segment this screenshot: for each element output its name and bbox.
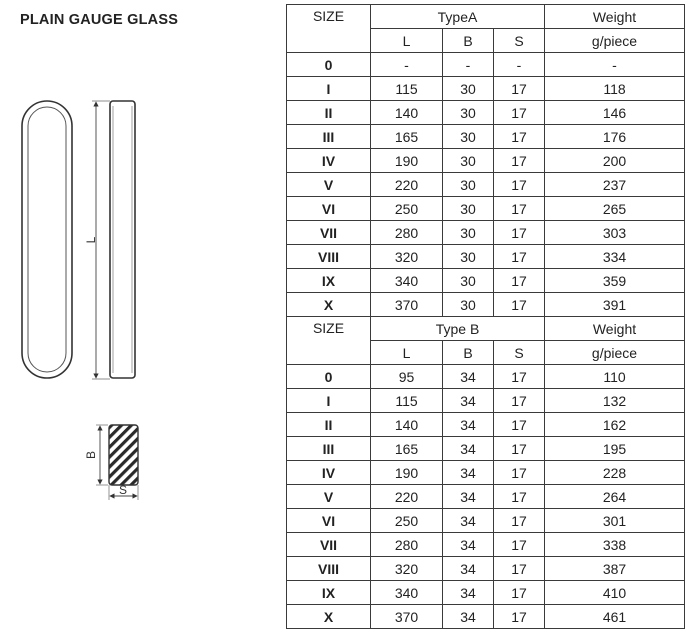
table-row [287, 77, 685, 101]
table-row [287, 365, 685, 389]
size-header: SIZE [287, 5, 371, 53]
value-cell: 340 [371, 581, 443, 605]
value-cell: 30 [443, 77, 494, 101]
size-cell: IX [287, 269, 371, 293]
value-cell: 30 [443, 149, 494, 173]
size-cell: V [287, 485, 371, 509]
table-row [287, 509, 685, 533]
value-cell: 220 [371, 173, 443, 197]
table-row [287, 437, 685, 461]
value-cell: 320 [371, 557, 443, 581]
value-cell: 118 [545, 77, 685, 101]
value-cell: 34 [443, 413, 494, 437]
side-view [110, 101, 135, 378]
value-cell: 195 [545, 437, 685, 461]
size-cell: VII [287, 221, 371, 245]
subheader-cell: g/piece [545, 341, 685, 365]
page-title: PLAIN GAUGE GLASS [20, 12, 179, 28]
value-cell: 237 [545, 173, 685, 197]
weight-header: Weight [545, 5, 685, 29]
value-cell: 17 [494, 173, 545, 197]
front-view [22, 101, 72, 378]
value-cell: 17 [494, 533, 545, 557]
value-cell: 30 [443, 293, 494, 317]
value-cell: 387 [545, 557, 685, 581]
value-cell: 146 [545, 101, 685, 125]
table-row [287, 101, 685, 125]
value-cell: - [371, 53, 443, 77]
value-cell: 264 [545, 485, 685, 509]
size-cell: III [287, 125, 371, 149]
subheader-cell: B [443, 29, 494, 53]
value-cell: 30 [443, 125, 494, 149]
thickness-label: S [118, 483, 128, 497]
value-cell: 280 [371, 221, 443, 245]
table-row [287, 149, 685, 173]
table-row [287, 53, 685, 77]
size-cell: IX [287, 581, 371, 605]
value-cell: 17 [494, 605, 545, 629]
table-row [287, 485, 685, 509]
value-cell: 17 [494, 245, 545, 269]
value-cell: 165 [371, 125, 443, 149]
header-row [287, 5, 685, 29]
value-cell: 30 [443, 245, 494, 269]
value-cell: - [494, 53, 545, 77]
value-cell: 17 [494, 557, 545, 581]
value-cell: 265 [545, 197, 685, 221]
subheader-cell: L [371, 29, 443, 53]
size-cell: II [287, 101, 371, 125]
size-cell: VIII [287, 245, 371, 269]
value-cell: 461 [545, 605, 685, 629]
value-cell: 340 [371, 269, 443, 293]
table-row [287, 389, 685, 413]
value-cell: 34 [443, 365, 494, 389]
value-cell: - [545, 53, 685, 77]
value-cell: 250 [371, 509, 443, 533]
value-cell: 34 [443, 461, 494, 485]
value-cell: 34 [443, 533, 494, 557]
value-cell: 17 [494, 293, 545, 317]
table-row [287, 245, 685, 269]
value-cell: 110 [545, 365, 685, 389]
value-cell: 301 [545, 509, 685, 533]
value-cell: 115 [371, 77, 443, 101]
size-cell: I [287, 77, 371, 101]
value-cell: 30 [443, 101, 494, 125]
value-cell: 162 [545, 413, 685, 437]
value-cell: 30 [443, 197, 494, 221]
gauge-glass-drawing [0, 0, 280, 634]
length-label: L [84, 236, 98, 244]
spec-table [286, 4, 685, 629]
value-cell: 34 [443, 581, 494, 605]
table-row [287, 413, 685, 437]
table-row [287, 293, 685, 317]
subheader-cell: g/piece [545, 29, 685, 53]
value-cell: 30 [443, 173, 494, 197]
value-cell: 391 [545, 293, 685, 317]
value-cell: 30 [443, 221, 494, 245]
table-row [287, 269, 685, 293]
value-cell: 338 [545, 533, 685, 557]
value-cell: 17 [494, 197, 545, 221]
value-cell: 17 [494, 149, 545, 173]
cross-section [109, 425, 138, 485]
value-cell: 17 [494, 389, 545, 413]
size-cell: III [287, 437, 371, 461]
value-cell: 190 [371, 149, 443, 173]
size-cell: I [287, 389, 371, 413]
value-cell: 17 [494, 461, 545, 485]
value-cell: 17 [494, 485, 545, 509]
value-cell: 140 [371, 101, 443, 125]
size-cell: V [287, 173, 371, 197]
table-row [287, 605, 685, 629]
value-cell: 176 [545, 125, 685, 149]
value-cell: 17 [494, 125, 545, 149]
subheader-cell: S [494, 29, 545, 53]
value-cell: 320 [371, 245, 443, 269]
size-cell: X [287, 293, 371, 317]
size-cell: 0 [287, 53, 371, 77]
size-cell: IV [287, 149, 371, 173]
value-cell: 17 [494, 581, 545, 605]
subheader-cell: L [371, 341, 443, 365]
value-cell: 95 [371, 365, 443, 389]
value-cell: 34 [443, 389, 494, 413]
value-cell: 190 [371, 461, 443, 485]
value-cell: 359 [545, 269, 685, 293]
value-cell: 303 [545, 221, 685, 245]
value-cell: 34 [443, 605, 494, 629]
value-cell: 30 [443, 269, 494, 293]
table-row [287, 461, 685, 485]
value-cell: 228 [545, 461, 685, 485]
value-cell: 17 [494, 77, 545, 101]
value-cell: 17 [494, 101, 545, 125]
table-row [287, 221, 685, 245]
value-cell: 17 [494, 221, 545, 245]
value-cell: 250 [371, 197, 443, 221]
value-cell: 34 [443, 557, 494, 581]
size-cell: VI [287, 509, 371, 533]
subheader-cell: B [443, 341, 494, 365]
value-cell: 17 [494, 269, 545, 293]
value-cell: 17 [494, 437, 545, 461]
subheader-cell: S [494, 341, 545, 365]
value-cell: 34 [443, 437, 494, 461]
table-row [287, 581, 685, 605]
type-header: Type B [371, 317, 545, 341]
value-cell: 132 [545, 389, 685, 413]
width-label: B [84, 450, 98, 460]
table-row [287, 197, 685, 221]
size-cell: X [287, 605, 371, 629]
table-row [287, 125, 685, 149]
weight-header: Weight [545, 317, 685, 341]
size-header: SIZE [287, 317, 371, 365]
size-cell: II [287, 413, 371, 437]
value-cell: 220 [371, 485, 443, 509]
size-cell: VI [287, 197, 371, 221]
value-cell: 370 [371, 293, 443, 317]
value-cell: 370 [371, 605, 443, 629]
header-row [287, 317, 685, 341]
value-cell: 17 [494, 509, 545, 533]
value-cell: 17 [494, 365, 545, 389]
value-cell: 115 [371, 389, 443, 413]
size-cell: VIII [287, 557, 371, 581]
value-cell: 34 [443, 485, 494, 509]
type-header: TypeA [371, 5, 545, 29]
value-cell: 410 [545, 581, 685, 605]
value-cell: 200 [545, 149, 685, 173]
size-cell: 0 [287, 365, 371, 389]
size-cell: VII [287, 533, 371, 557]
value-cell: 165 [371, 437, 443, 461]
value-cell: 17 [494, 413, 545, 437]
size-cell: IV [287, 461, 371, 485]
table-row [287, 173, 685, 197]
table-row [287, 557, 685, 581]
value-cell: 280 [371, 533, 443, 557]
table-row [287, 533, 685, 557]
value-cell: 34 [443, 509, 494, 533]
value-cell: - [443, 53, 494, 77]
value-cell: 140 [371, 413, 443, 437]
value-cell: 334 [545, 245, 685, 269]
